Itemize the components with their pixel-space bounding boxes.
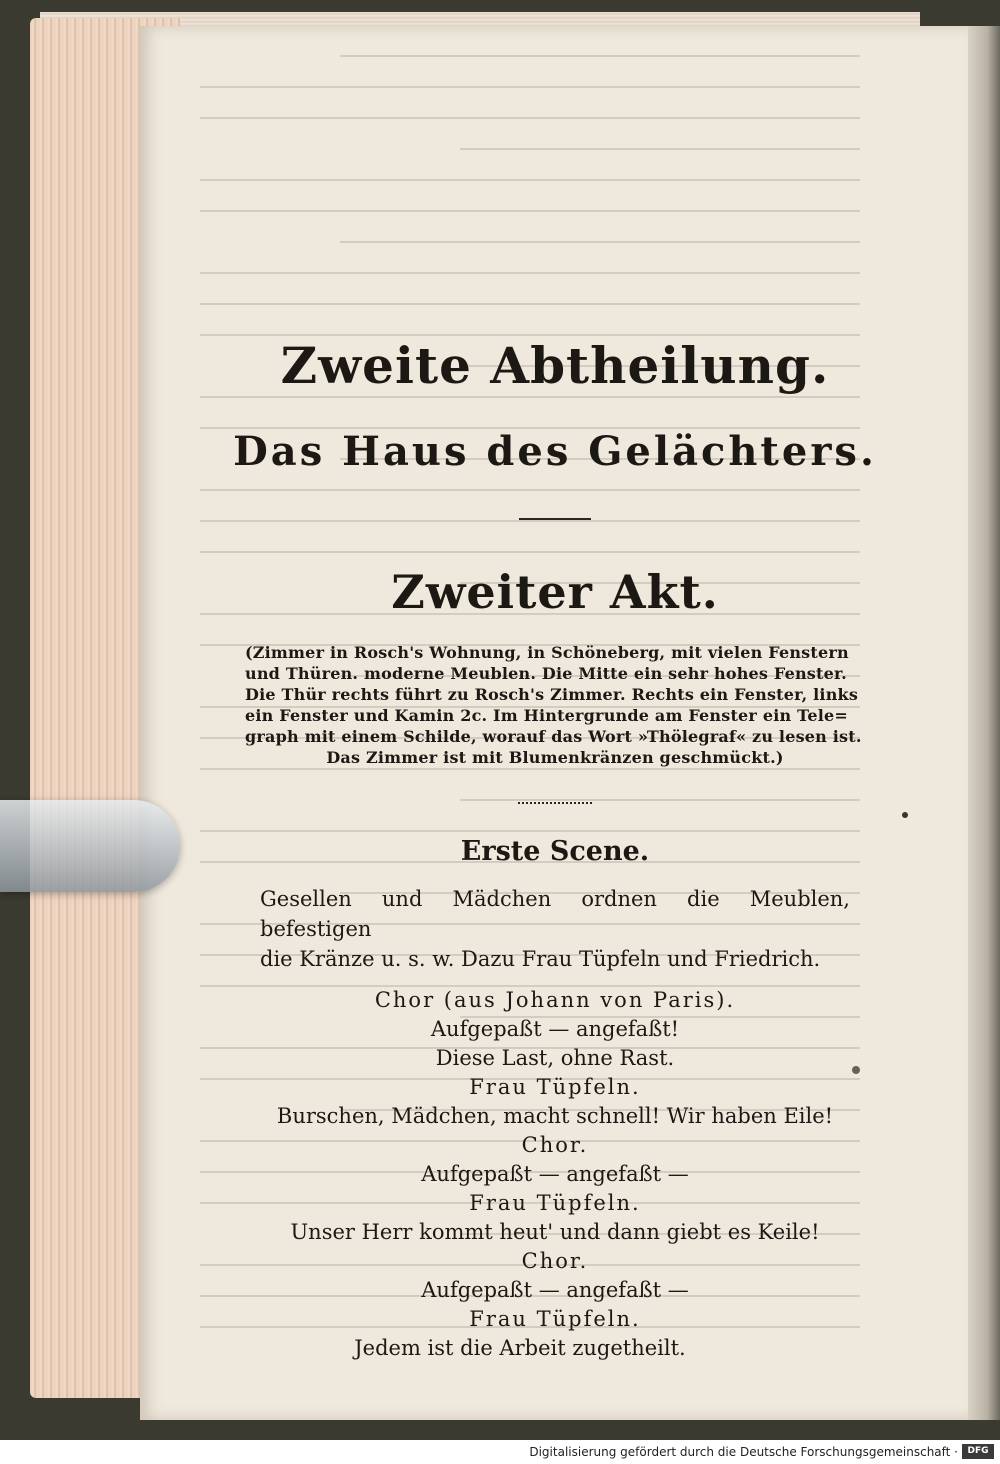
- speaker-name: Frau Tüpfeln.: [469, 1307, 641, 1331]
- scene-description-line: Gesellen und Mädchen ordnen die Meublen, befestigen: [260, 887, 850, 941]
- footer-bar: [0, 1440, 1000, 1464]
- verse-line: Unser Herr kommt heut' und dann giebt es Keile!: [290, 1220, 820, 1244]
- ink-spot: [852, 1066, 860, 1074]
- speaker-name: Chor.: [521, 1249, 589, 1273]
- page-holder-clip: [0, 800, 180, 892]
- part-title: Zweite Abtheilung.: [280, 336, 830, 395]
- speaker-name: Frau Tüpfeln.: [469, 1075, 641, 1099]
- stage-direction-line: graph mit einem Schilde, worauf das Wort »Thölegraf« zu lesen ist.: [245, 727, 862, 746]
- stage-direction-line: und Thüren. moderne Meublen. Die Mitte ein sehr hohes Fenster.: [245, 664, 847, 683]
- scene-description: [260, 884, 850, 974]
- title-divider: [519, 518, 591, 520]
- page-content: [140, 330, 970, 1363]
- stage-direction: [245, 642, 865, 768]
- stage-direction-line: ein Fenster und Kamin 2c. Im Hintergrunde am Fenster ein Tele=: [245, 706, 849, 725]
- speaker-name: Frau Tüpfeln.: [469, 1191, 641, 1215]
- act-title: Zweiter Akt.: [391, 565, 719, 619]
- scene-title: Erste Scene.: [460, 836, 650, 867]
- footer-credit: Digitalisierung gefördert durch die Deutsche Forschungsgemeinschaft ·: [529, 1445, 958, 1459]
- verse-line: Aufgepaßt — angefaßt —: [421, 1162, 689, 1186]
- verse-line: Burschen, Mädchen, macht schnell! Wir haben Eile!: [276, 1104, 834, 1128]
- speaker-name: Chor.: [521, 1133, 589, 1157]
- stage-direction-line: (Zimmer in Rosch's Wohnung, in Schöneberg, mit vielen Fenstern: [245, 643, 849, 662]
- dfg-logo-icon: DFG: [962, 1444, 994, 1459]
- verse-line: Aufgepaßt — angefaßt —: [421, 1278, 689, 1302]
- page-right-shadow: [968, 26, 1000, 1420]
- part-subtitle: Das Haus des Gelächters.: [233, 428, 877, 475]
- stage-direction-line: Die Thür rechts führt zu Rosch's Zimmer. Rechts ein Fenster, links: [245, 685, 859, 704]
- ink-spot: [902, 812, 908, 818]
- scene-description-line: die Kränze u. s. w. Dazu Frau Tüpfeln und Friedrich.: [260, 947, 821, 971]
- verse-line: Diese Last, ohne Rast.: [435, 1046, 675, 1070]
- speaker-name: Chor (aus Johann von Paris).: [374, 988, 736, 1012]
- stage-direction-line: Das Zimmer ist mit Blumenkränzen geschmückt.): [326, 748, 784, 767]
- verse-line: Aufgepaßt — angefaßt!: [430, 1017, 680, 1041]
- dotted-divider: [518, 802, 592, 804]
- verse-line: Jedem ist die Arbeit zugetheilt.: [354, 1336, 686, 1360]
